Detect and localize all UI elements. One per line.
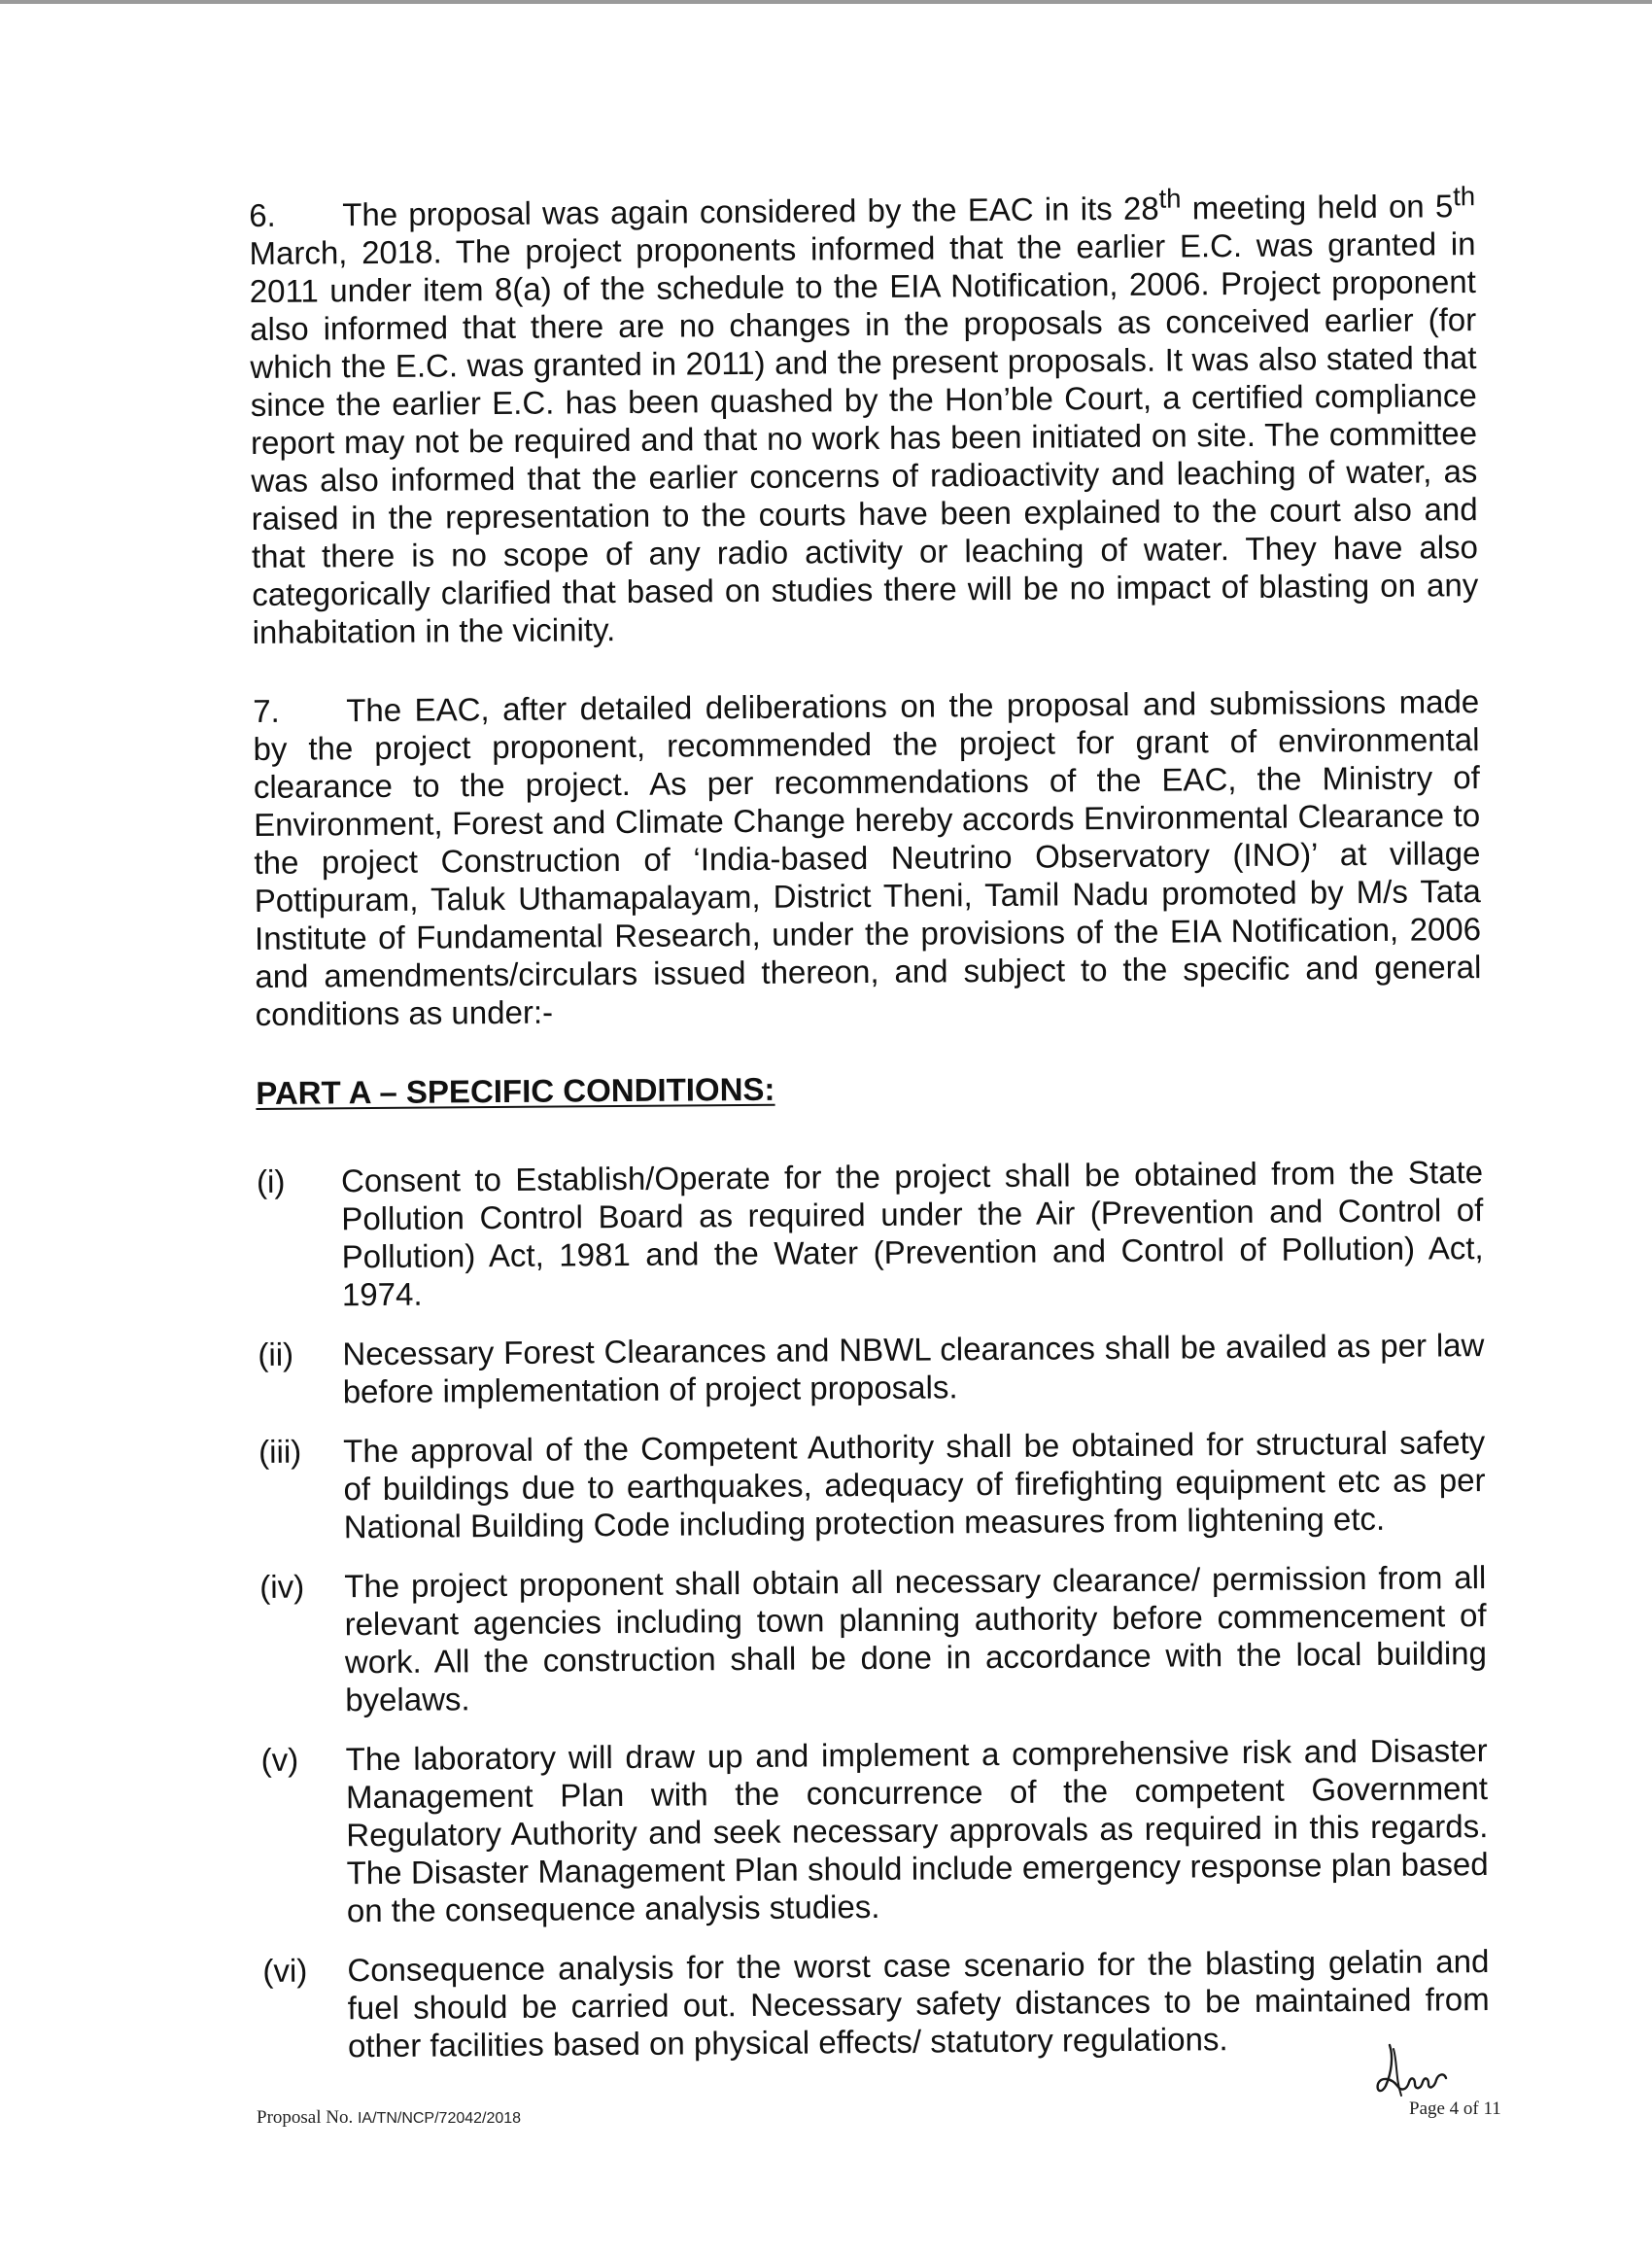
section-heading: PART A – SPECIFIC CONDITIONS: [256,1070,775,1111]
condition-text: Consequence analysis for the worst case scenario for the blasting gelatin and fuel should be carried out. Necessary safety distances to be maintained from other facilities based on physical effects/ statutory regulations. [347,1943,1490,2064]
paragraph-6-superscript-2: th [1453,181,1476,212]
condition-text: The approval of the Competent Authority shall be obtained for structural safety of buildings due to earthquakes, adequacy of firefighting equipment etc as per National Building Code including protection measures from lightening etc. [343,1424,1486,1545]
page-number: Page 4 of 11 [1409,2099,1501,2119]
conditions-list [257,1153,1490,2065]
paragraph-6-superscript-1: th [1158,183,1182,214]
condition-item [258,1423,1486,1546]
condition-text: Consent to Establish/Operate for the project shall be obtained from the State Pollution Control Board as required under the Air (Prevention and Control of Pollution) Act, 1981 and the Water (Prevention and Control of Pollution) Act, 1974. [340,1154,1484,1313]
condition-item [258,1326,1485,1411]
condition-number: (v) [260,1741,299,1778]
condition-number: (i) [256,1162,286,1199]
document-body [249,177,1490,2087]
condition-number: (vi) [262,1952,308,1989]
paragraph-7 [253,682,1482,1033]
paragraph-6-text-rest: March, 2018. The project proponents informed that the earlier E.C. was granted in 2011 under item 8(a) of the schedule to the EIA Notification, 2006. Project proponent also informed that there are no changes in the proposals as conceived earlier (for which the E.C. was granted in 2011) and the present proposals. It was also stated that since the earlier E.C. has been quashed by the Hon’ble Court, a certified compliance report may not be required and that no work has been initiated on site. The committee was also informed that the earlier concerns of radioactivity and leaching of water, as raised in the representation to the courts have been explained to the court also and that there is no scope of any radio activity or leaching of water. They have also categorically clarified that based on studies there will be no impact of blasting on any inhabitation in the vicinity. [249,226,1479,650]
condition-item [257,1153,1484,1314]
paragraph-6-number: 6. [249,196,276,233]
condition-text: Necessary Forest Clearances and NBWL clearances shall be availed as per law before implementation of project proposals. [342,1327,1485,1410]
proposal-number: IA/TN/NCP/72042/2018 [357,2110,522,2127]
condition-number: (iv) [259,1568,305,1605]
footer-proposal [257,2107,521,2129]
condition-item [259,1558,1487,1719]
condition-item [262,1942,1490,2065]
proposal-label: Proposal No. [257,2107,354,2128]
condition-item [261,1731,1489,1930]
paragraph-6-text-start: The proposal was again considered by the EAC in its 28 [342,190,1159,233]
condition-number: (iii) [258,1433,302,1470]
condition-text: The laboratory will draw up and implement a comprehensive risk and Disaster Management Plan with the concurrence of the competent Government Regulatory Authority and seek necessary approvals as required in this regards. The Disaster Management Plan should include emergency response plan based on the consequence analysis studies. [345,1732,1489,1929]
condition-number: (ii) [258,1336,294,1372]
paragraph-7-text: The EAC, after detailed deliberations on the proposal and submissions made by the project proponent, recommended the project for grant of environmental clearance to the project. As per recommendations of the EAC, the Ministry of Environment, Forest and Climate Change hereby accords Environmental Clearance to the project Construction of ‘India-based Neutrino Observatory (INO)’ at village Pottipuram, Taluk Uthamapalayam, District Theni, Tamil Nadu promoted by M/s Tata Institute of Fundamental Research, under the provisions of the EIA Notification, 2006 and amendments/circulars issued thereon, and subject to the specific and general conditions as under:- [253,683,1482,1032]
condition-text: The project proponent shall obtain all necessary clearance/ permission from all relevant agencies including town planning authority before commencement of work. All the construction shall be done in accordance with the local building byelaws. [344,1559,1488,1718]
handwritten-signature [1372,2039,1450,2103]
paragraph-6 [249,177,1479,651]
paragraph-6-text-middle: meeting held on 5 [1181,188,1454,226]
scan-edge-rule [0,0,1652,4]
paragraph-7-number: 7. [253,692,280,729]
